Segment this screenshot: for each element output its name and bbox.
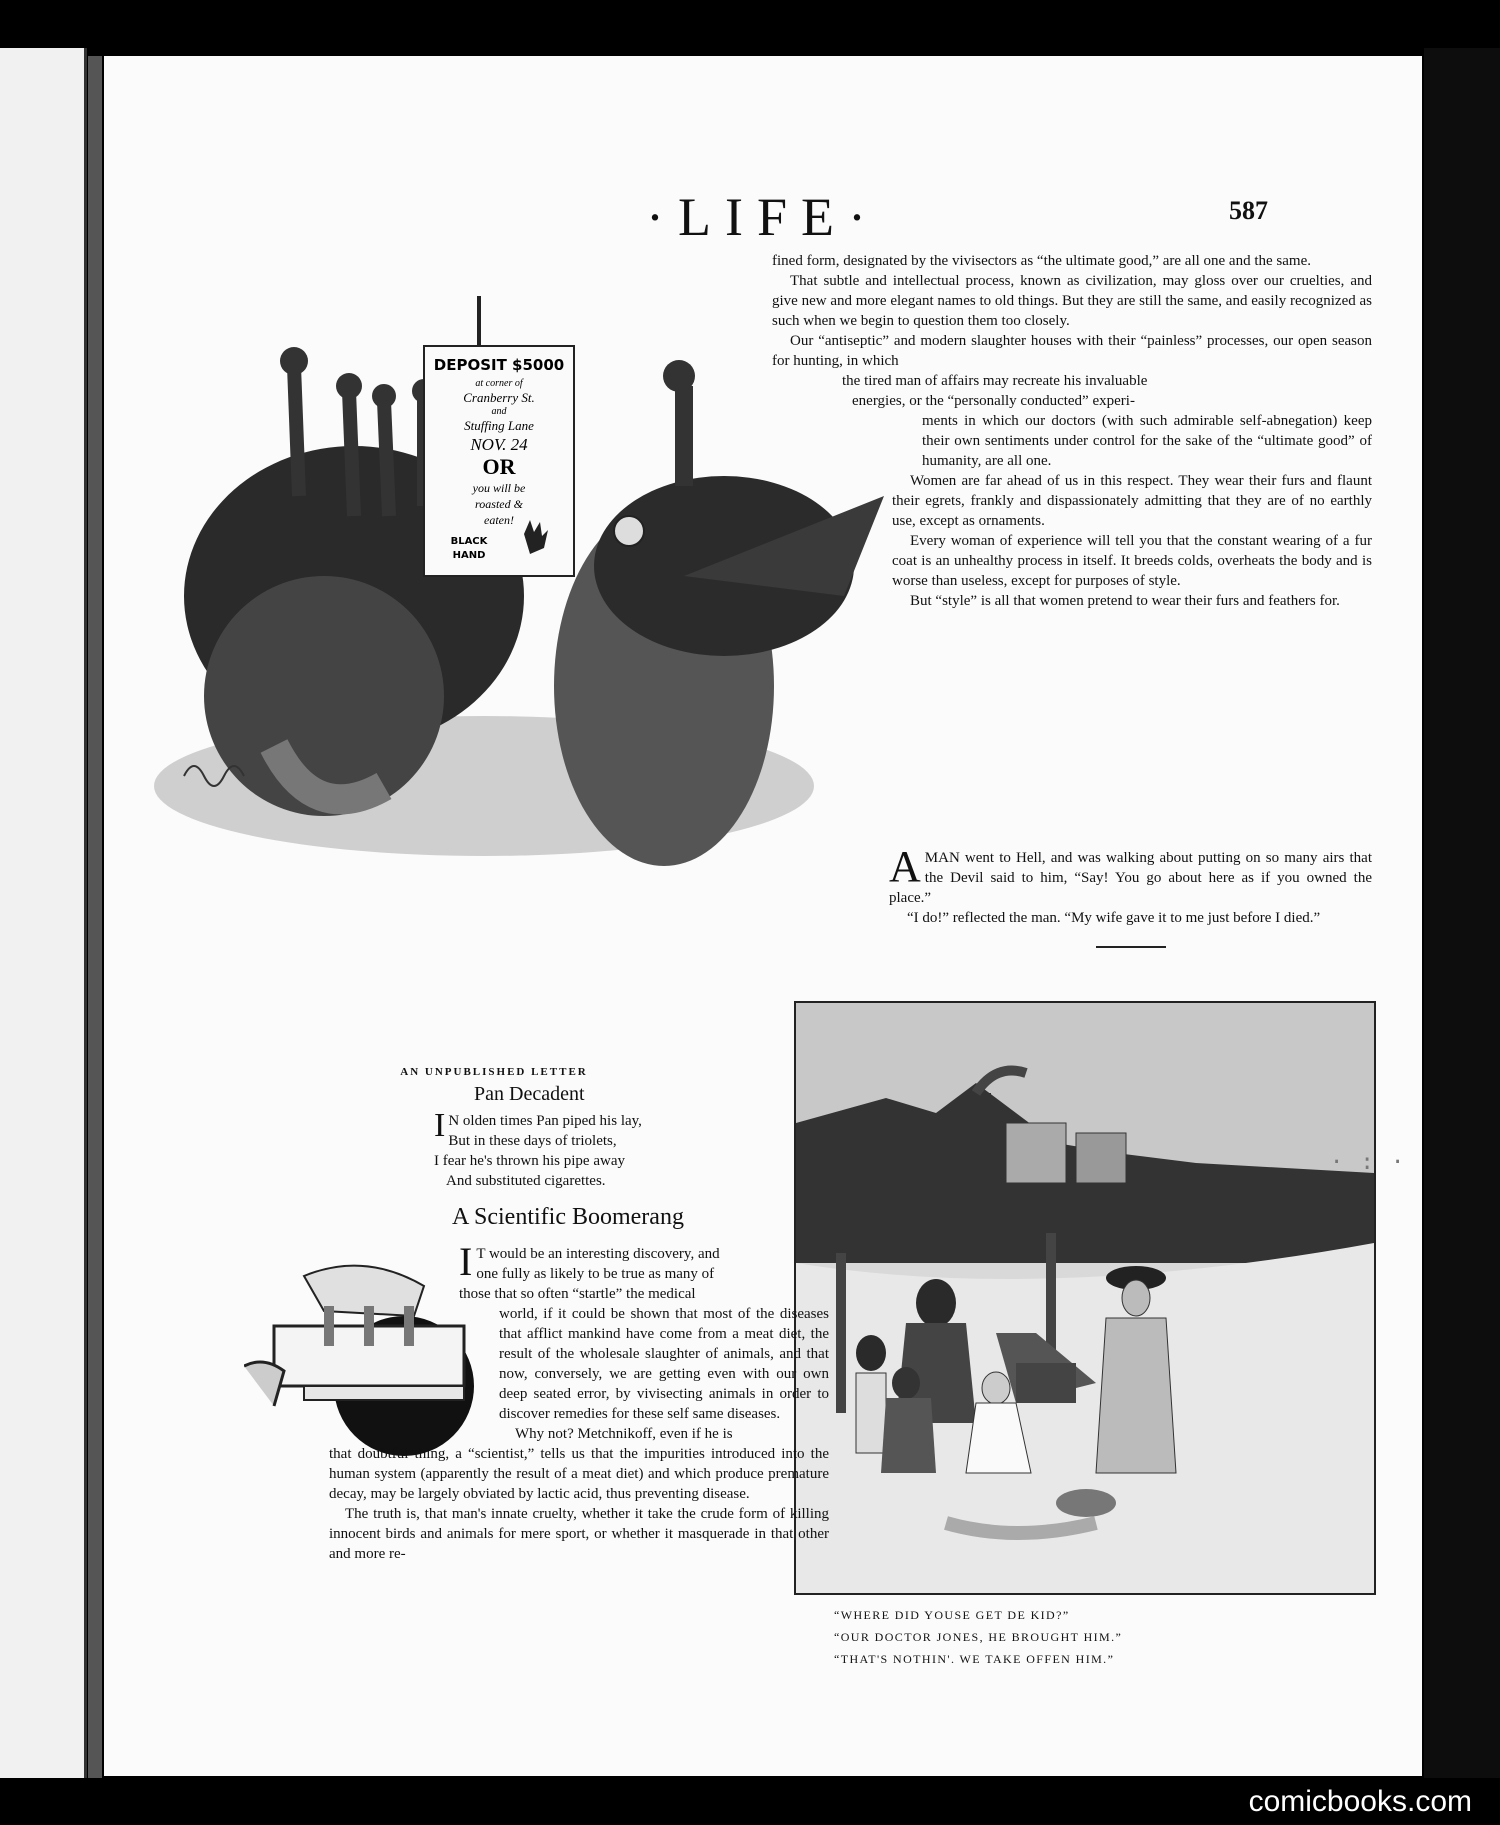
magazine-page <box>104 56 1422 1776</box>
caption-line: “OUR DOCTOR JONES, HE BROUGHT HIM.” <box>834 1630 1123 1644</box>
sign-line: Cranberry St. <box>463 390 535 405</box>
poem <box>434 1107 642 1191</box>
caption-line: “THAT'S NOTHIN'. WE TAKE OFFEN HIM.” <box>834 1652 1115 1666</box>
sign-line: you will be <box>472 481 526 495</box>
divider <box>1096 946 1166 948</box>
sign-line: eaten! <box>484 513 514 527</box>
poem-line: I fear he's thrown his pipe away <box>434 1153 625 1169</box>
poem-line: N olden times Pan piped his lay, <box>448 1113 642 1129</box>
article-line: one fully as likely to be true as many of <box>476 1266 715 1282</box>
paragraph: “I do!” reflected the man. “My wife gave it to me just before I died.” <box>907 910 1321 926</box>
poem-line: And substituted cigarettes. <box>446 1173 606 1189</box>
caption-line: “WHERE DID YOUSE GET DE KID?” <box>834 1608 1070 1622</box>
paragraph: MAN went to Hell, and was walking about putting on so many airs that the Devil said to him, “Say! You go about here as if you owned the place.” <box>889 850 1372 906</box>
paragraph: Why not? Metchnikoff, even if he is <box>515 1426 733 1442</box>
page-number: 587 <box>1229 196 1268 225</box>
binding-gutter <box>88 56 102 1778</box>
paragraph: That subtle and intellectual process, known as civilization, may gloss over our cruelties, and give new and more elegant names to old things. But they are still the same, and easily recognized as such when we begin to question them too closely. <box>772 273 1372 329</box>
paragraph: fined form, designated by the vivisectors as “the ultimate good,” are all one and the same. <box>772 253 1311 269</box>
paragraph: energies, or the “personally conducted” experi- <box>852 393 1135 409</box>
drop-cap: A <box>889 842 921 891</box>
illustration-caption: AN UNPUBLISHED LETTER <box>400 1066 588 1078</box>
article-title: A Scientific Boomerang <box>452 1204 684 1230</box>
sign-line: DEPOSIT $5000 <box>433 356 565 374</box>
paragraph: Our “antiseptic” and modern slaughter houses with their “painless” processes, our open season for hunting, in which <box>772 333 1372 369</box>
paragraph: the tired man of affairs may recreate his invaluable <box>842 373 1148 389</box>
drop-cap: I <box>459 1239 473 1284</box>
street-cartoon-illustration <box>794 1001 1376 1595</box>
paragraph: ments in which our doctors (with such admirable self-abnegation) keep their own sentiments under control for the sake of the “ultimate good” of humanity, are all one. <box>922 413 1372 469</box>
poem-line: But in these days of triolets, <box>448 1133 617 1149</box>
paragraph: that doubtful thing, a “scientist,” tells us that the impurities introduced into the human system (apparently the result of a meat diet) and which produce premature decay, may be largely obviated by lactic acid, thus preventing disease. <box>329 1446 829 1502</box>
anecdote <box>889 842 1372 966</box>
cartoon-caption <box>834 1604 1374 1670</box>
article-body <box>329 1239 829 1564</box>
sign-line: roasted & <box>475 497 523 511</box>
sign-line: OR <box>482 454 516 479</box>
drop-cap: I <box>434 1107 446 1144</box>
masthead: ·LIFE· <box>646 187 880 247</box>
poem-title: Pan Decadent <box>474 1083 585 1105</box>
sign-line: at corner of <box>475 378 523 389</box>
watermark: comicbooks.com <box>1248 1785 1472 1818</box>
sign-line: NOV. 24 <box>470 435 528 454</box>
sign-line: Stuffing Lane <box>464 418 534 433</box>
article-continuation <box>772 251 1372 611</box>
article-line: those that so often “startle” the medical <box>459 1286 696 1302</box>
sign-line: BLACK <box>450 536 488 547</box>
article-line: T would be an interesting discovery, and <box>476 1246 720 1262</box>
sign-line: and <box>491 406 507 417</box>
paragraph: The truth is, that man's innate cruelty, whether it take the crude form of killing innocent birds and animals for mere sport, or whether it masquerade in that other and more re- <box>329 1506 829 1562</box>
paragraph: Every woman of experience will tell you that the constant wearing of a fur coat is an unhealthy process in itself. It breeds colds, overheats the body and is worse than useless, except for purposes of style. <box>892 533 1372 589</box>
paragraph: world, if it could be shown that most of the diseases that afflict mankind have come from a meat diet, the result of the wholesale slaughter of animals, and that now, conversely, we are getting even with our own deep seated error, by vivisecting animals in order to discover remedies for these self same diseases. <box>499 1306 829 1422</box>
sign-line: HAND <box>452 550 486 561</box>
paragraph: But “style” is all that women pretend to wear their furs and feathers for. <box>910 593 1340 609</box>
paragraph: Women are far ahead of us in this respect. They wear their furs and flaunt their egrets, frankly and dispassionately admitting that they are of no earthly use, except as ornaments. <box>892 473 1372 529</box>
left-page-edge <box>0 48 87 1778</box>
scan-specks: · : · <box>1330 1150 1407 1175</box>
scan-border <box>1424 48 1500 1778</box>
